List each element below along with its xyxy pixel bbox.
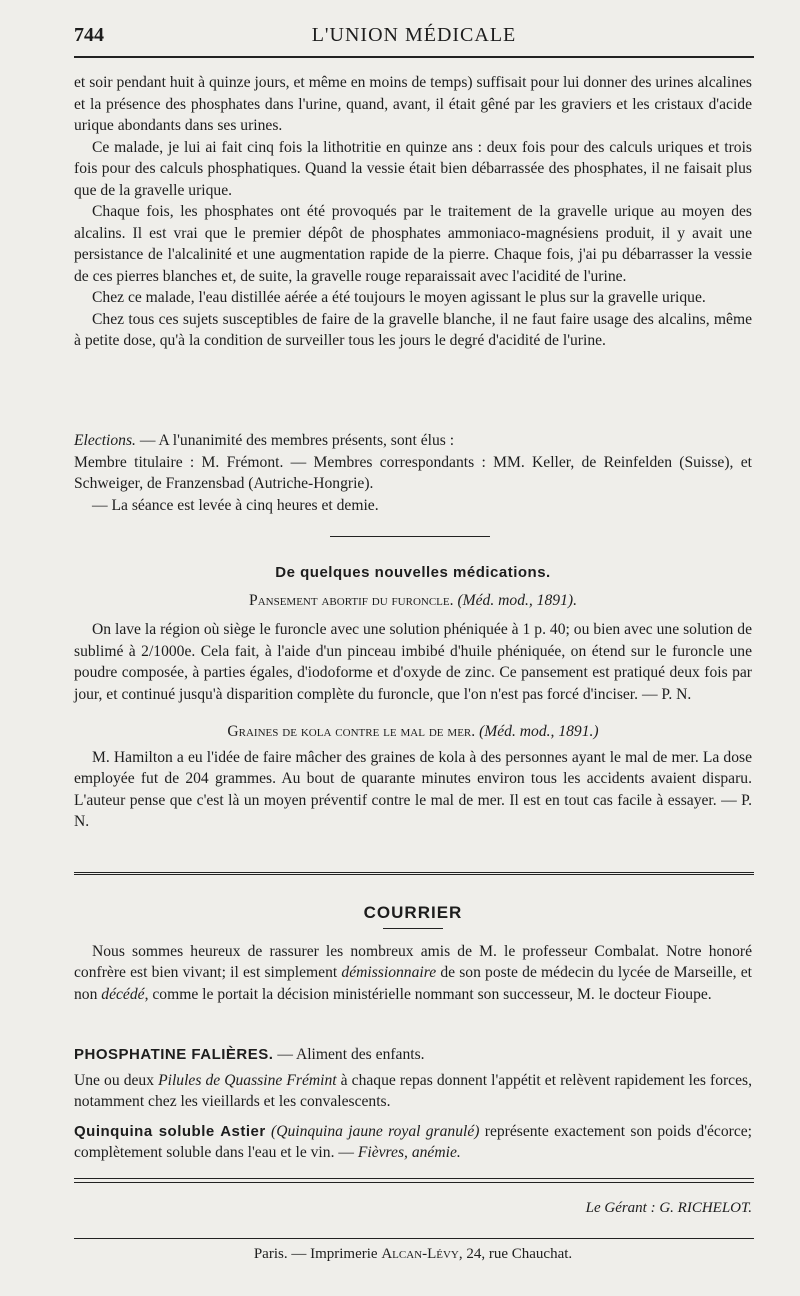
ad-quinquina (74, 1121, 752, 1164)
ad-name: Quinquina soluble Astier (74, 1122, 266, 1140)
session-closed: — La séance est levée à cinq heures et demie. (92, 496, 379, 514)
elections-text: — A l'unanimité des membres présents, sont élus : (135, 432, 455, 449)
paragraph: Ce malade, je lui ai fait cinq fois la lithotritie en quinze ans : deux fois pour des calculs uriques et trois fois pour des calculs phosphatiques. Quand la vessie était bien débarrassée des phosphates, il ne faisait plus que de la gravelle urique. (74, 138, 752, 199)
footer-rule (74, 1178, 754, 1179)
subsection-heading (74, 590, 752, 612)
paragraph: Chez ce malade, l'eau distillée aérée a été toujours le moyen agissant le plus sur la gravelle urique. (92, 289, 706, 306)
advertisements (74, 1044, 752, 1164)
text-run: décédé (101, 985, 145, 1003)
text-run: démissionnaire (341, 964, 437, 981)
paragraph: On lave la région où siège le furoncle avec une solution phéniquée à 1 p. 40; ou bien avec une solution de sublimé à 2/1000e. Cela fait, à l'aide d'un pinceau imbibé d'huile phéniquée, on étend sur le furoncle une poudre composée, à parties égales, d'iodoforme et d'oxyde de zinc. Ce pansement est pratiqué deux fois par jour, et continué jusqu'à disparition complète du furoncle, que l'on n'est pas forcé d'inciser. — P. N. (74, 621, 752, 703)
subsection-title: Graines de kola contre le mal de mer. (227, 723, 476, 740)
ad-name: PHOSPHATINE FALIÈRES. (74, 1046, 274, 1063)
ad-quassine (74, 1070, 752, 1113)
paragraph: Chez tous ces sujets susceptibles de faire de la gravelle blanche, il ne faut faire usage des alcalins, même à petite dose, qu'à la condition de surveiller tous les jours le degré d'acidité de l'urine. (74, 310, 752, 349)
article-title: De quelques nouvelles médications. (275, 564, 551, 581)
printer-name: Alcan-Lévy (381, 1246, 459, 1262)
paragraph: M. Hamilton a eu l'idée de faire mâcher des graines de kola à des personnes ayant le mal de mer. La dose employée fut de 204 grammes. Au bout de quarante minutes environ tous les accidents avaient disparu. L'auteur pense que c'est là un moyen préventif contre le mal de mer. Il est en tout cas facile à essayer. — P. N. (74, 748, 752, 830)
courrier-section (74, 902, 752, 1005)
subsection-title: Pansement abortif du furoncle. (249, 591, 454, 609)
courrier-title: COURRIER (363, 903, 463, 922)
text-run: , 24, rue Chauchat. (458, 1246, 573, 1262)
section-double-rule (74, 872, 754, 878)
gerant-line: Le Gérant : G. RICHELOT. (585, 1200, 752, 1216)
text-run: Paris. — Imprimerie (253, 1246, 382, 1262)
text-run: Nous sommes heureux de rassurer les nombreux amis de M. le professeur Combalat. Notre honoré confrère est bien vivant; il est simplement (74, 942, 752, 981)
ad-text: à chaque repas donnent l'appétit et relèvent rapidement les forces, notamment chez les vieillards et les convalescents. (74, 1071, 752, 1110)
ad-text: Fièvres, anémie. (357, 1144, 461, 1161)
subsection-source: (Méd. mod., 1891). (457, 591, 577, 609)
members-elected: Membre titulaire : M. Frémont. — Membres correspondants : MM. Keller, de Reinfelden (Suisse), et Schweiger, de Franzensbad (Autriche-Hongrie). (74, 453, 752, 492)
elections-label: Elections. (74, 432, 136, 449)
page-header (74, 20, 754, 50)
ad-phosphatine (74, 1044, 752, 1066)
text-run: , comme le portait la décision ministérielle nommant son successeur, M. le docteur Fioupe. (144, 985, 712, 1003)
footer-rule (74, 1182, 754, 1183)
footer-rule-bottom (74, 1238, 754, 1239)
subsection-source: (Méd. mod., 1891.) (479, 723, 599, 740)
ad-text: Une ou deux (74, 1071, 159, 1089)
page-number: 744 (74, 24, 104, 46)
paragraph: et soir pendant huit à quinze jours, et même en moins de temps) suffisait pour lui donner des urines alcalines et la présence des phosphates dans l'urine, quand, avant, il était gêné par les graviers et les cristaux d'acide urique abondants dans ses urines. (74, 74, 752, 134)
ad-product: Pilules de Quassine Frémint (158, 1071, 337, 1089)
elections-section (74, 430, 752, 516)
elections-paragraph (74, 430, 752, 452)
ad-text: — Aliment des enfants. (273, 1046, 425, 1063)
medications-article (74, 562, 752, 833)
ad-product: (Quinquina jaune royal granulé) (271, 1122, 480, 1140)
editor-signature (74, 1200, 800, 1217)
section-divider (330, 536, 490, 537)
header-rule (74, 56, 754, 58)
journal-title: L'UNION MÉDICALE (311, 24, 517, 46)
continued-article (74, 72, 752, 352)
paragraph (74, 941, 752, 1006)
courrier-divider (383, 928, 443, 929)
paragraph: Chaque fois, les phosphates ont été provoqués par le traitement de la gravelle urique au moyen des alcalins. Il est vrai que le premier dépôt de phosphates ammoniaco-magnésiens produit, il y avait une persistance de l'alcalinité et une augmentation rapide de la pierre. Chaque fois, j'ai pu débarrasser la vessie de ces pierres blanches et, de suite, la gravelle rouge reparaissait avec l'acidité de l'urine. (74, 203, 752, 285)
text-run: de son poste de médecin du lycée de Marseille, et non (74, 964, 752, 1003)
printer-line (74, 1246, 752, 1263)
ad-text: représente exactement son poids d'écorce; complètement soluble dans l'eau et le vin. — (74, 1122, 753, 1161)
subsection-heading (74, 721, 752, 743)
